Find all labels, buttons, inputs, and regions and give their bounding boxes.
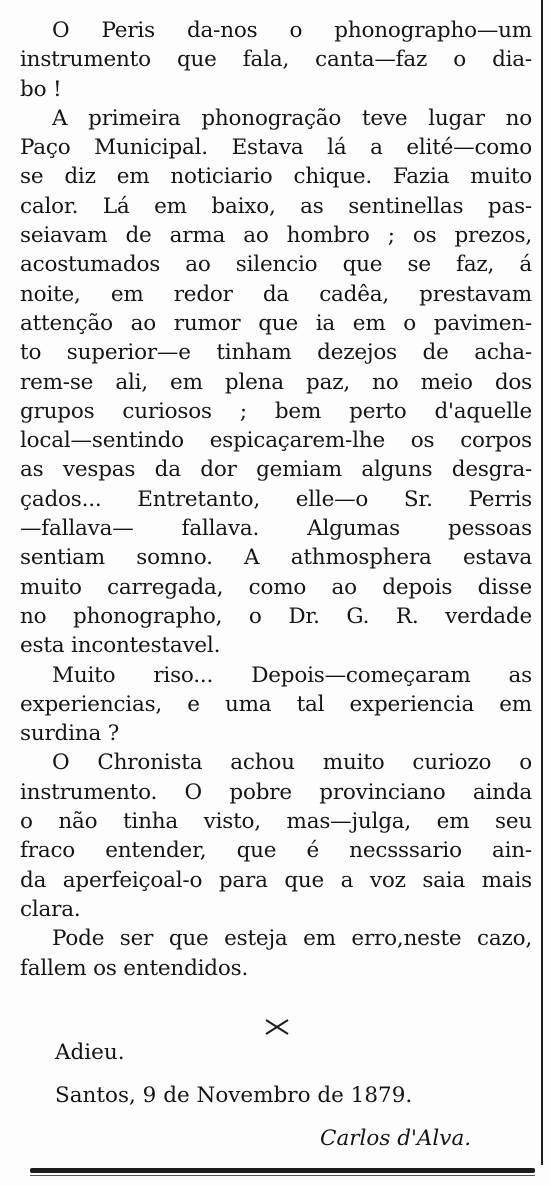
text-line: fraco entender, que é necsssario ain- [20,838,532,864]
text-line: experiencias, e uma tal experiencia em [20,691,532,717]
section-separator-icon [262,1012,292,1042]
text-line: local—sentindo espicaçarem-lhe os corpos [20,428,532,454]
text-line: as vespas da dor gemiam alguns desgra- [20,457,532,483]
bottom-rule-thin [30,1175,535,1176]
column-rule [541,0,543,1165]
text-line: seiavam de arma ao hombro ; os prezos, [20,223,532,249]
dateline: Santos, 9 de Novembro de 1879. [55,1083,413,1108]
text-line: bo ! [20,76,62,102]
text-line: no phonographo, o Dr. G. R. verdade [20,603,532,629]
text-line: se diz em noticiario chique. Fazia muito [20,164,532,190]
text-line: calor. Lá em baixo, as sentinellas pas- [20,193,532,219]
author-signature: Carlos d'Alva. [320,1126,472,1151]
text-line: muito carregada, como ao depois disse [20,574,532,600]
text-line: rem-se ali, em plena paz, no meio dos [20,369,532,395]
text-line: surdina ? [20,721,120,747]
text-line: Pode ser que esteja em erro,neste cazo, [52,926,532,952]
bottom-rule [30,1168,535,1173]
text-line: —fallava— fallava. Algumas pessoas [20,516,532,542]
text-line: A primeira phonogração teve lugar no [52,105,532,131]
text-line: Muito riso... Depois—começaram as [52,662,532,688]
paragraph [20,748,532,924]
text-line: attenção ao rumor que ia em o pavimen- [20,310,532,336]
text-line: to superior—e tinham dezejos de acha- [20,340,532,366]
text-line: O Peris da-nos o phonographo—um [52,18,532,43]
text-line: o não tinha visto, mas—julga, em seu [20,809,532,835]
paragraph [20,104,532,661]
text-line: noite, em redor da cadêa, prestavam [20,281,532,307]
article-body [20,16,532,983]
text-line: Paço Municipal. Estava lá a elité—como [20,135,532,161]
text-line: fallem os entendidos. [20,955,249,981]
closing-salutation: Adieu. [55,1040,125,1065]
text-line: grupos curiosos ; bem perto d'aquelle [20,398,532,424]
text-line: çados... Entretanto, elle—o Sr. Perris [20,486,532,512]
paragraph [20,16,532,104]
paragraph [20,661,532,749]
text-line: instrumento que fala, canta—faz o dia- [20,47,532,73]
paragraph [20,924,532,983]
text-line: clara. [20,896,81,922]
text-line: sentiam somno. A athmosphera estava [20,545,532,571]
text-line: acostumados ao silencio que se faz, á [20,252,532,278]
text-line: instrumento. O pobre provinciano ainda [20,779,532,805]
text-line: O Chronista achou muito curiozo o [52,750,532,776]
text-line: da aperfeiçoal-o para que a voz saia mais [20,867,532,893]
text-line: esta incontestavel. [20,633,221,659]
